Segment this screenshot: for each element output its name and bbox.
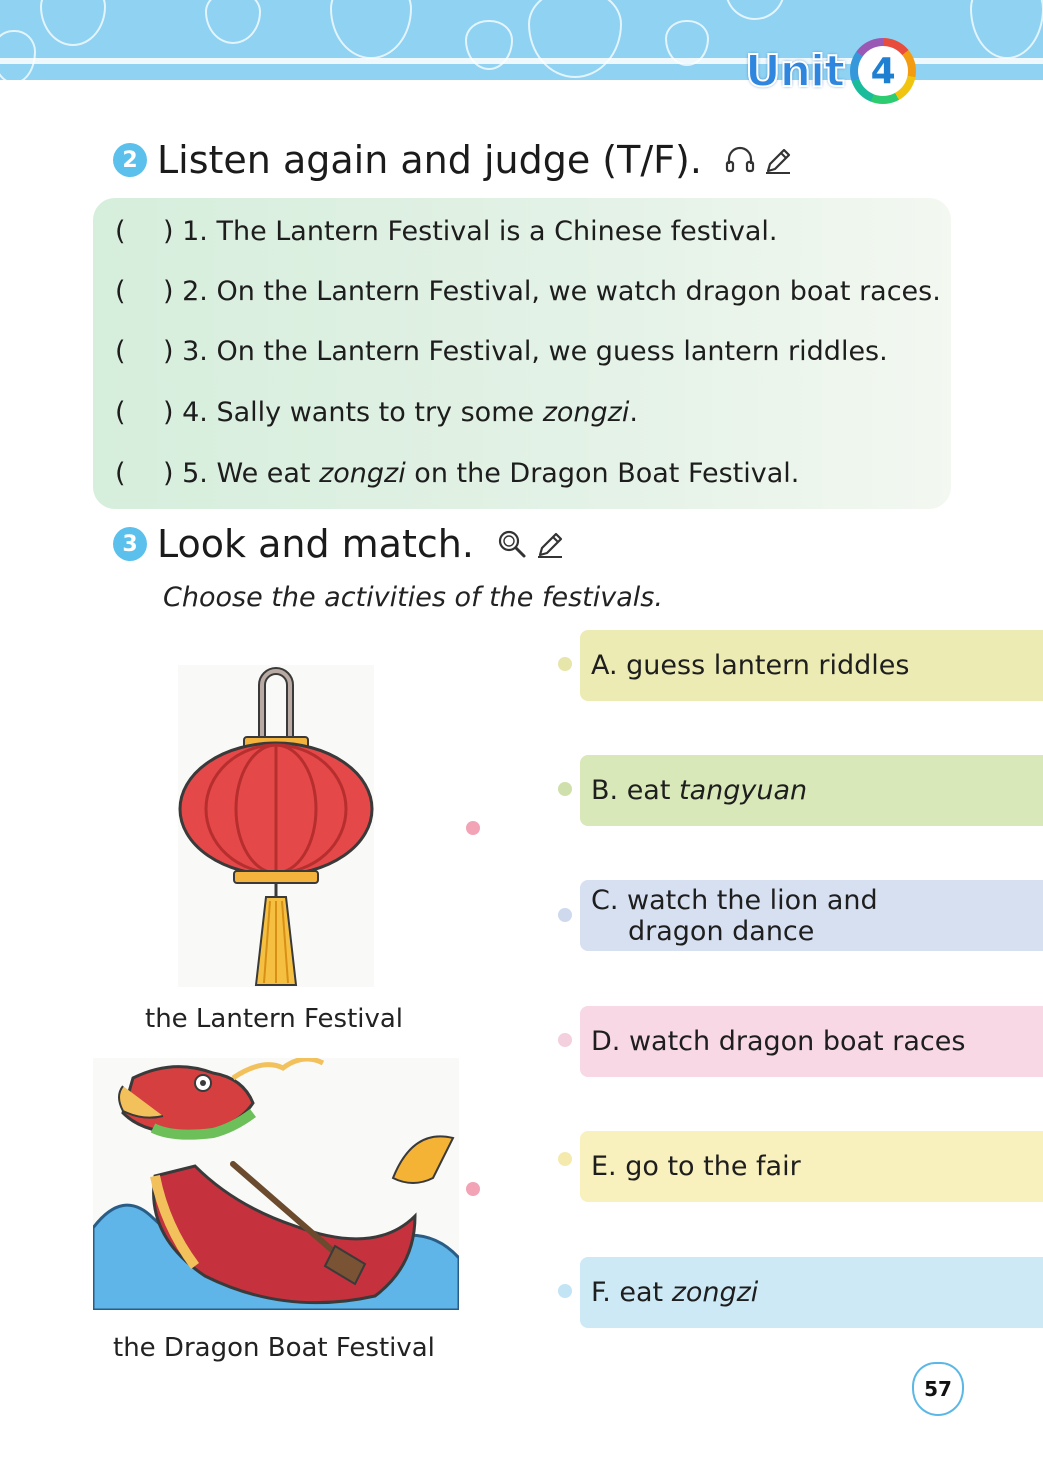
statement-text: ) 1. The Lantern Festival is a Chinese festival.	[163, 216, 778, 247]
instruction-text: Choose the activities of the festivals.	[163, 582, 663, 613]
pencil-icon	[762, 144, 794, 176]
match-dot-option-c[interactable]	[558, 908, 572, 922]
answer-blank[interactable]: (	[115, 216, 126, 247]
match-dot-lantern[interactable]	[466, 821, 480, 835]
statement-text: ) 4. Sally wants to try some zongzi.	[163, 397, 638, 428]
statement-text: ) 3. On the Lantern Festival, we guess lantern riddles.	[163, 336, 888, 367]
section-2-heading	[113, 138, 794, 182]
match-dot-option-d[interactable]	[558, 1033, 572, 1047]
option-text: E. go to the fair	[591, 1151, 801, 1182]
option-text: F. eat zongzi	[591, 1277, 759, 1308]
statement-text: ) 2. On the Lantern Festival, we watch dragon boat races.	[163, 276, 941, 307]
judge-item[interactable]	[115, 397, 638, 428]
answer-blank[interactable]: (	[115, 458, 126, 489]
pencil-icon	[534, 528, 566, 560]
strawberry-decoration	[970, 0, 1043, 59]
strawberry-decoration	[40, 0, 106, 46]
strawberry-decoration	[205, 0, 261, 44]
judge-item[interactable]	[115, 276, 941, 307]
answer-blank[interactable]: (	[115, 276, 126, 307]
dragon-boat-illustration	[93, 1058, 459, 1310]
answer-blank[interactable]: (	[115, 397, 126, 428]
match-dot-dragon-boat[interactable]	[466, 1182, 480, 1196]
dragon-boat-festival-caption: the Dragon Boat Festival	[113, 1333, 435, 1363]
dragon-boat-picture	[93, 1058, 459, 1310]
section-title: Listen again and judge (T/F).	[157, 138, 702, 182]
section-icons	[724, 144, 794, 176]
section-number-badge: 3	[113, 527, 147, 561]
strawberry-decoration	[725, 0, 785, 20]
option-a[interactable]	[580, 630, 1043, 701]
strawberry-decoration	[330, 0, 412, 59]
unit-badge	[745, 36, 916, 106]
judge-item[interactable]	[115, 336, 888, 367]
strawberry-decoration	[0, 30, 36, 80]
option-text: B. eat tangyuan	[591, 775, 808, 806]
option-b[interactable]	[580, 755, 1043, 826]
match-dot-option-b[interactable]	[558, 782, 572, 796]
judge-item[interactable]	[115, 216, 778, 247]
section-icons	[496, 528, 566, 560]
lantern-illustration	[178, 665, 374, 987]
match-dot-option-e[interactable]	[558, 1152, 572, 1166]
section-title: Look and match.	[157, 522, 474, 566]
unit-number-circle	[850, 38, 916, 104]
option-e[interactable]	[580, 1131, 1043, 1202]
option-c[interactable]	[580, 880, 1043, 951]
statement-text: ) 5. We eat zongzi on the Dragon Boat Festival.	[163, 458, 800, 489]
judge-item[interactable]	[115, 458, 799, 489]
unit-number: 4	[858, 46, 908, 96]
option-text: C. watch the lion and	[591, 884, 878, 916]
headphones-icon	[724, 144, 756, 176]
section-3-heading	[113, 522, 566, 566]
match-dot-option-a[interactable]	[558, 657, 572, 671]
section-number-badge: 2	[113, 143, 147, 177]
answer-blank[interactable]: (	[115, 336, 126, 367]
lantern-festival-caption: the Lantern Festival	[145, 1004, 404, 1034]
option-f[interactable]	[580, 1257, 1043, 1328]
match-dot-option-f[interactable]	[558, 1284, 572, 1298]
option-d[interactable]	[580, 1006, 1043, 1077]
option-text: A. guess lantern riddles	[591, 650, 910, 681]
strawberry-decoration	[528, 0, 622, 78]
option-text: D. watch dragon boat races	[591, 1026, 966, 1057]
magnifier-icon	[496, 528, 528, 560]
lantern-picture	[178, 665, 374, 987]
page-number: 57	[912, 1362, 964, 1416]
option-text-line2: dragon dance	[628, 915, 815, 947]
unit-label: Unit	[745, 45, 845, 97]
